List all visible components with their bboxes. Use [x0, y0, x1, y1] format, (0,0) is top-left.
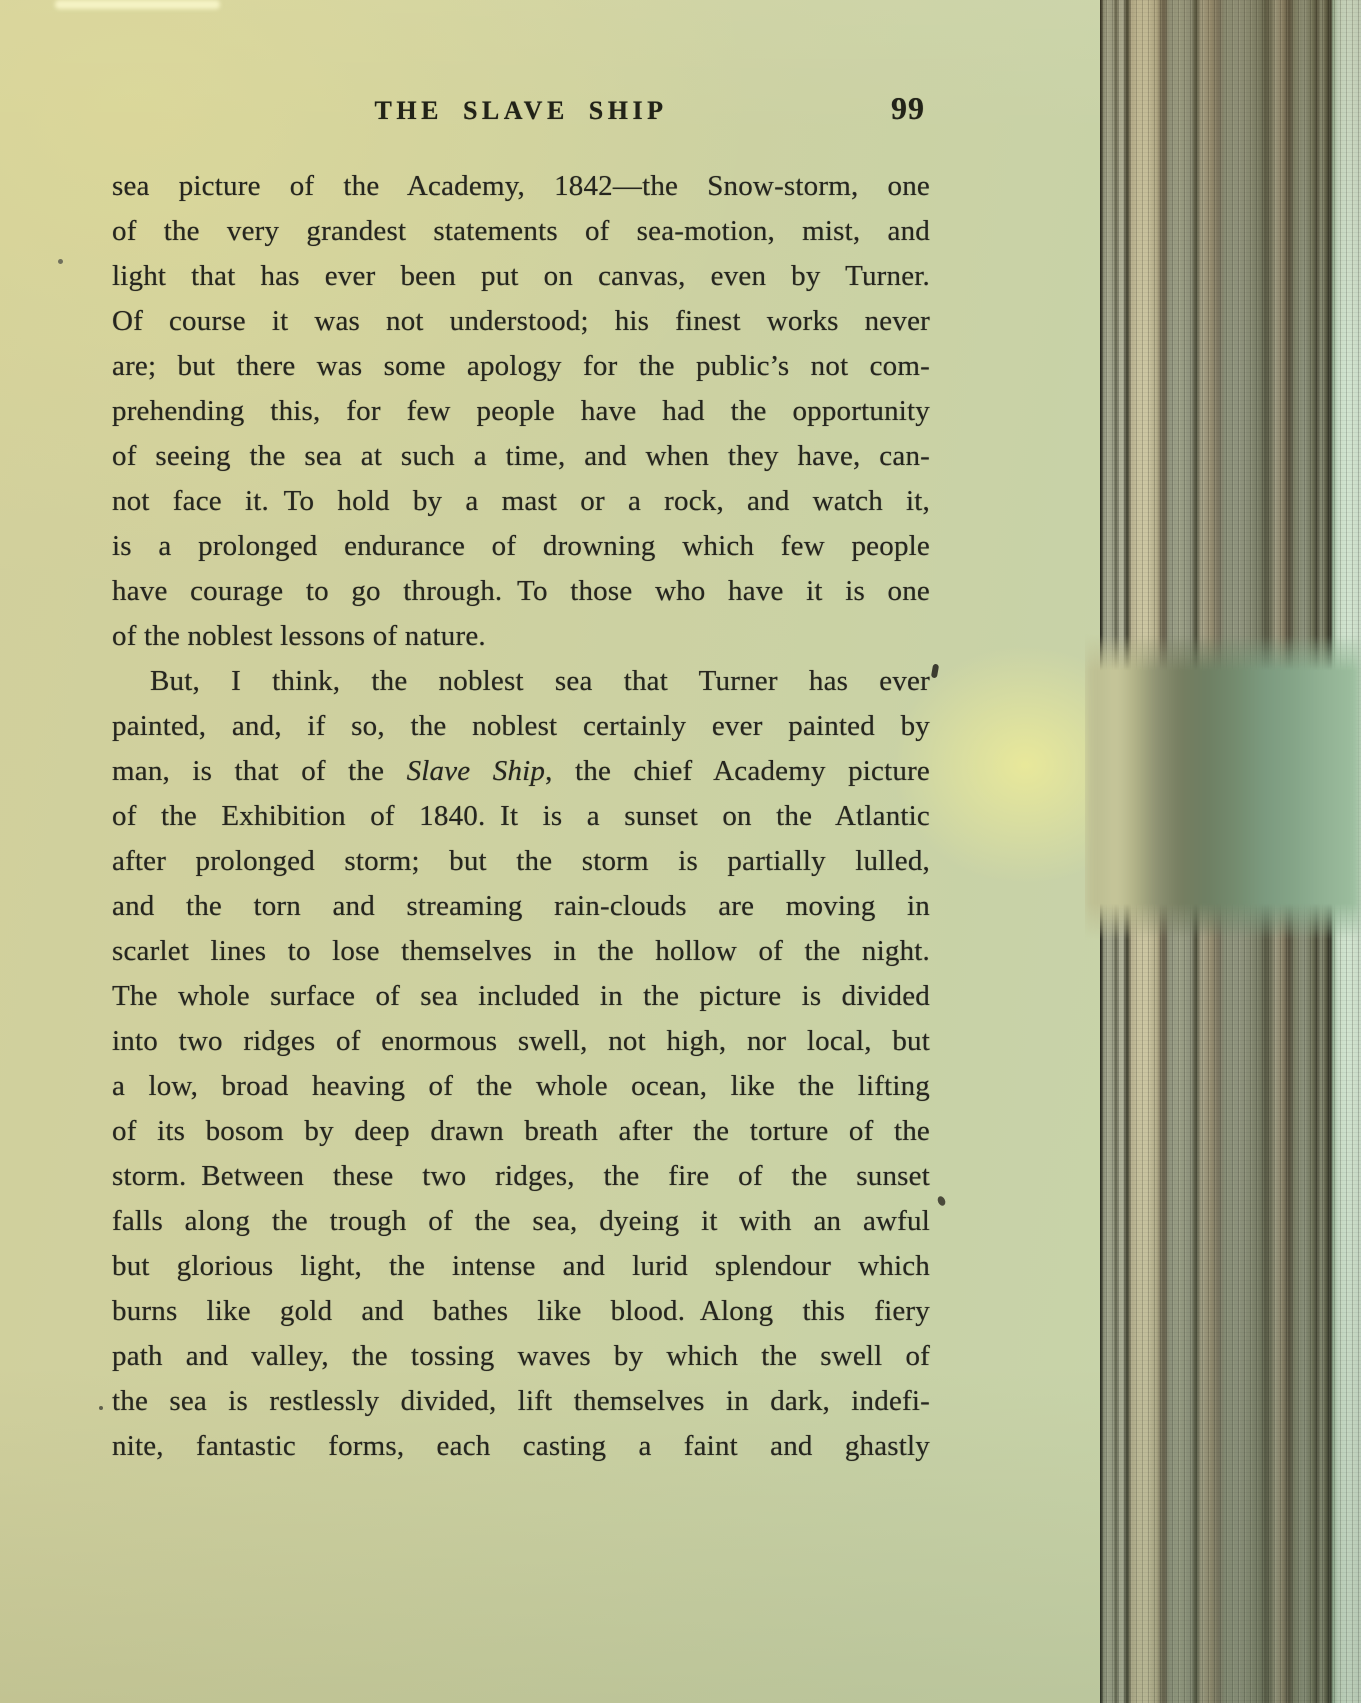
text-segment: have courage to go through. To those who have it is one: [112, 575, 930, 607]
text-line: [112, 524, 930, 569]
photo-blur-smudge: [1085, 634, 1361, 940]
text-segment: The whole surface of sea included in the picture is divided: [112, 980, 930, 1012]
text-segment: falls along the trough of the sea, dyeing it with an awful: [112, 1205, 930, 1237]
text-segment: are; but there was some apology for the public’s not com-: [112, 350, 930, 382]
text-line: [112, 929, 930, 974]
text-line: [112, 974, 930, 1019]
text-line: [112, 1289, 930, 1334]
text-line: [112, 659, 930, 704]
text-segment: is a prolonged endurance of drowning which few people: [112, 530, 930, 562]
text-segment: storm. Between these two ridges, the fire of the sunset: [112, 1160, 930, 1192]
text-line: [112, 1379, 930, 1424]
text-line: [112, 434, 930, 479]
text-segment: But, I think, the noblest sea that Turner has ever: [150, 665, 930, 697]
text-segment: nite, fantastic forms, each casting a faint and ghastly: [112, 1430, 930, 1462]
text-segment: and the torn and streaming rain-clouds are moving in: [112, 890, 930, 922]
text-line: [112, 884, 930, 929]
text-segment: of its bosom by deep drawn breath after the torture of the: [112, 1115, 930, 1147]
text-line: [112, 704, 930, 749]
text-segment: after prolonged storm; but the storm is partially lulled,: [112, 845, 930, 877]
running-title: THE SLAVE SHIP: [374, 96, 668, 125]
text-segment: , the chief Academy picture: [545, 755, 930, 787]
text-segment: a low, broad heaving of the whole ocean, like the lifting: [112, 1070, 930, 1102]
text-segment: prehending this, for few people have had the opportunity: [112, 395, 930, 427]
text-segment: sea picture of the Academy, 1842—the Snow-storm, one: [112, 170, 930, 202]
text-line: [112, 1064, 930, 1109]
light-glare: [55, 0, 220, 9]
text-segment: the sea is restlessly divided, lift themselves in dark, indefi-: [112, 1385, 930, 1417]
ink-speck: [58, 259, 63, 264]
text-line: [112, 794, 930, 839]
text-segment: of the Exhibition of 1840. It is a sunset on the Atlantic: [112, 800, 930, 832]
ink-speck: [936, 1195, 947, 1207]
text-segment: burns like gold and bathes like blood. Along this fiery: [112, 1295, 930, 1327]
text-line: [112, 209, 930, 254]
text-line: [112, 1109, 930, 1154]
text-line: [112, 344, 930, 389]
italic-text: Slave Ship: [406, 755, 546, 787]
text-segment: man, is that of the: [112, 755, 407, 787]
page-text: [112, 164, 930, 1469]
text-line: [112, 1199, 930, 1244]
text-line: [112, 839, 930, 884]
text-line: [112, 614, 930, 659]
text-line: [112, 749, 930, 794]
text-segment: light that has ever been put on canvas, even by Turner.: [112, 260, 930, 292]
text-line: [112, 479, 930, 524]
text-line: [112, 1334, 930, 1379]
text-segment: painted, and, if so, the noblest certainly ever painted by: [112, 710, 930, 742]
text-segment: into two ridges of enormous swell, not high, nor local, but: [112, 1025, 930, 1057]
text-line: [112, 1424, 930, 1469]
text-line: [112, 299, 930, 344]
text-line: [112, 389, 930, 434]
text-segment: of the very grandest statements of sea-motion, mist, and: [112, 215, 930, 247]
text-line: [112, 1019, 930, 1064]
text-segment: Of course it was not understood; his finest works never: [112, 305, 930, 337]
text-line: [112, 164, 930, 209]
text-segment: but glorious light, the intense and lurid splendour which: [112, 1250, 930, 1282]
text-line: [112, 569, 930, 614]
text-segment: of the noblest lessons of nature.: [112, 620, 486, 652]
text-line: [112, 254, 930, 299]
text-segment: not face it. To hold by a mast or a rock, and watch it,: [112, 485, 930, 517]
text-segment: path and valley, the tossing waves by which the swell of: [112, 1340, 930, 1372]
text-line: [112, 1244, 930, 1289]
text-segment: of seeing the sea at such a time, and when they have, can-: [112, 440, 930, 472]
ink-speck: [931, 664, 939, 679]
text-line: [112, 1154, 930, 1199]
page-number: 99: [891, 90, 925, 126]
ink-speck: [99, 1406, 103, 1410]
page-header: [112, 90, 930, 142]
text-segment: scarlet lines to lose themselves in the hollow of the night.: [112, 935, 930, 967]
